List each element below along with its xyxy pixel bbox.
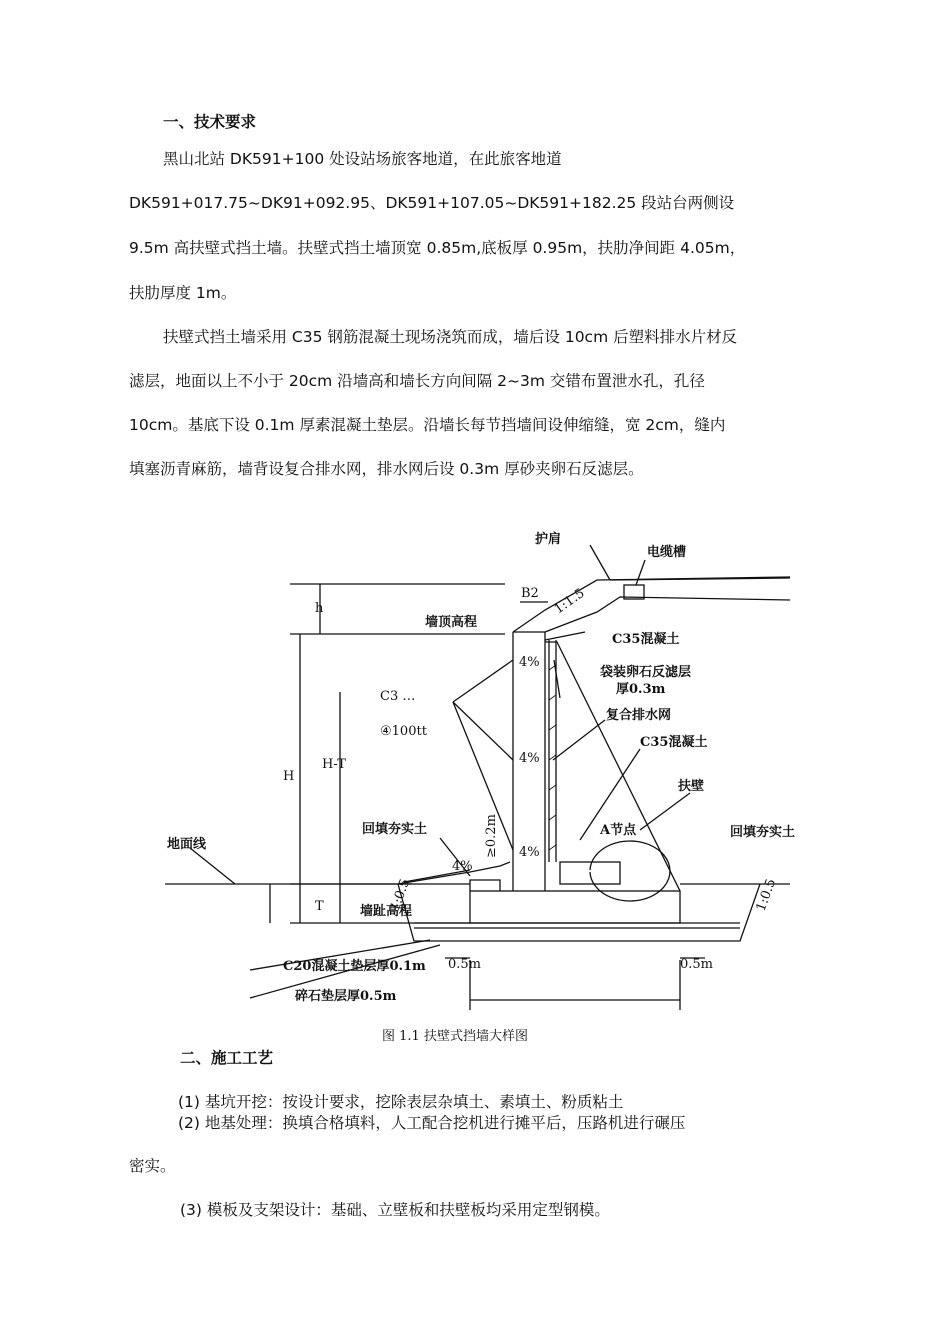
label-cable-trough: 电缆槽 <box>647 545 687 560</box>
label-slope-top: 1:1.5 <box>551 585 588 618</box>
paragraph1-line1: 黑山北站 DK591+100 处设站场旅客地道，在此旅客地道 <box>163 150 562 168</box>
paragraph1-line4: 扶肋厚度 1m。 <box>129 284 237 302</box>
paragraph2-line3: 10cm。基底下设 0.1m 厚素混凝土垫层。沿墙长每节挡墙间设伸缩缝，宽 2cm，缝内 <box>129 416 726 434</box>
label-composite-net: 复合排水网 <box>606 708 672 723</box>
section2-heading: 二、施工工艺 <box>180 1049 274 1067</box>
label-pct-2: 4% <box>519 751 540 766</box>
label-backfill-right: 回填夯实土 <box>730 825 796 840</box>
label-pct-3: 4% <box>519 845 540 860</box>
label-slope-left: 1:0.5 <box>387 876 414 914</box>
label-a-node: A节点 <box>600 823 637 838</box>
label-dim-T: T <box>315 899 324 914</box>
label-b2: B2 <box>521 586 539 601</box>
paragraph2-line1: 扶壁式挡土墙采用 C35 钢筋混凝土现场浇筑而成，墙后设 10cm 后塑料排水片材反 <box>163 328 738 346</box>
paragraph1-line2: DK591+017.75~DK91+092.95、DK591+107.05~DK591+182.25 段站台两侧设 <box>129 194 735 212</box>
section2-item2-cont: 密实。 <box>129 1157 176 1175</box>
section2-item3: (3) 模板及支架设计：基础、立壁板和扶壁板均采用定型钢模。 <box>180 1201 610 1219</box>
label-pipe-b: ④100tt <box>380 724 427 739</box>
label-c35-top: C35混凝土 <box>612 632 680 647</box>
paragraph2-line4: 填塞沥青麻筋，墙背设复合排水网，排水网后设 0.3m 厚砂夹卵石反滤层。 <box>129 460 644 478</box>
label-wall-top-elev: 墙顶高程 <box>425 615 478 630</box>
label-dim-H: H <box>283 769 295 784</box>
label-dim-HT: H-T <box>322 757 346 772</box>
paragraph1-line3: 9.5m 高扶壁式挡土墙。扶壁式挡土墙顶宽 0.85m,底板厚 0.95m，扶肋净间距 4.05m， <box>129 239 746 257</box>
label-backfill-left: 回填夯实土 <box>362 822 428 837</box>
label-width-right: 0.5m <box>680 957 714 972</box>
label-slope-right: 1:0.5 <box>753 876 780 914</box>
label-pct-4: 4% <box>452 859 473 874</box>
label-c20-cushion: C20混凝土垫层厚0.1m <box>283 959 426 974</box>
label-hujian: 护肩 <box>535 532 562 547</box>
paragraph2-line2: 滤层，地面以上不小于 20cm 沿墙高和墙长方向间隔 2~3m 交错布置泄水孔，孔径 <box>129 372 705 390</box>
section1-heading: 一、技术要求 <box>163 113 257 131</box>
label-ground-line: 地面线 <box>167 837 207 852</box>
label-gte-02: ≥0.2m <box>484 814 499 858</box>
label-toe-elev: 墙趾高程 <box>360 904 413 919</box>
label-pipe-a: C3 … <box>380 689 416 704</box>
label-gravel-filter: 袋装卵石反滤层 <box>600 665 692 680</box>
label-pct-1: 4% <box>519 655 540 670</box>
label-buttress: 扶壁 <box>678 779 705 794</box>
section2-item2: (2) 地基处理：换填合格填料，人工配合挖机进行摊平后，压路机进行碾压 <box>178 1114 686 1132</box>
label-c35-mid: C35混凝土 <box>640 735 708 750</box>
label-dim-h: h <box>315 601 324 616</box>
label-width-left: 0.5m <box>448 957 482 972</box>
label-thickness-03: 厚0.3m <box>616 682 666 697</box>
section2-item1: (1) 基坑开挖：按设计要求，挖除表层杂填土、素填土、粉质粘土 <box>178 1093 624 1111</box>
label-gravel-cushion: 碎石垫层厚0.5m <box>295 989 397 1004</box>
figure-caption: 图 1.1 扶壁式挡墙大样图 <box>382 1029 528 1044</box>
